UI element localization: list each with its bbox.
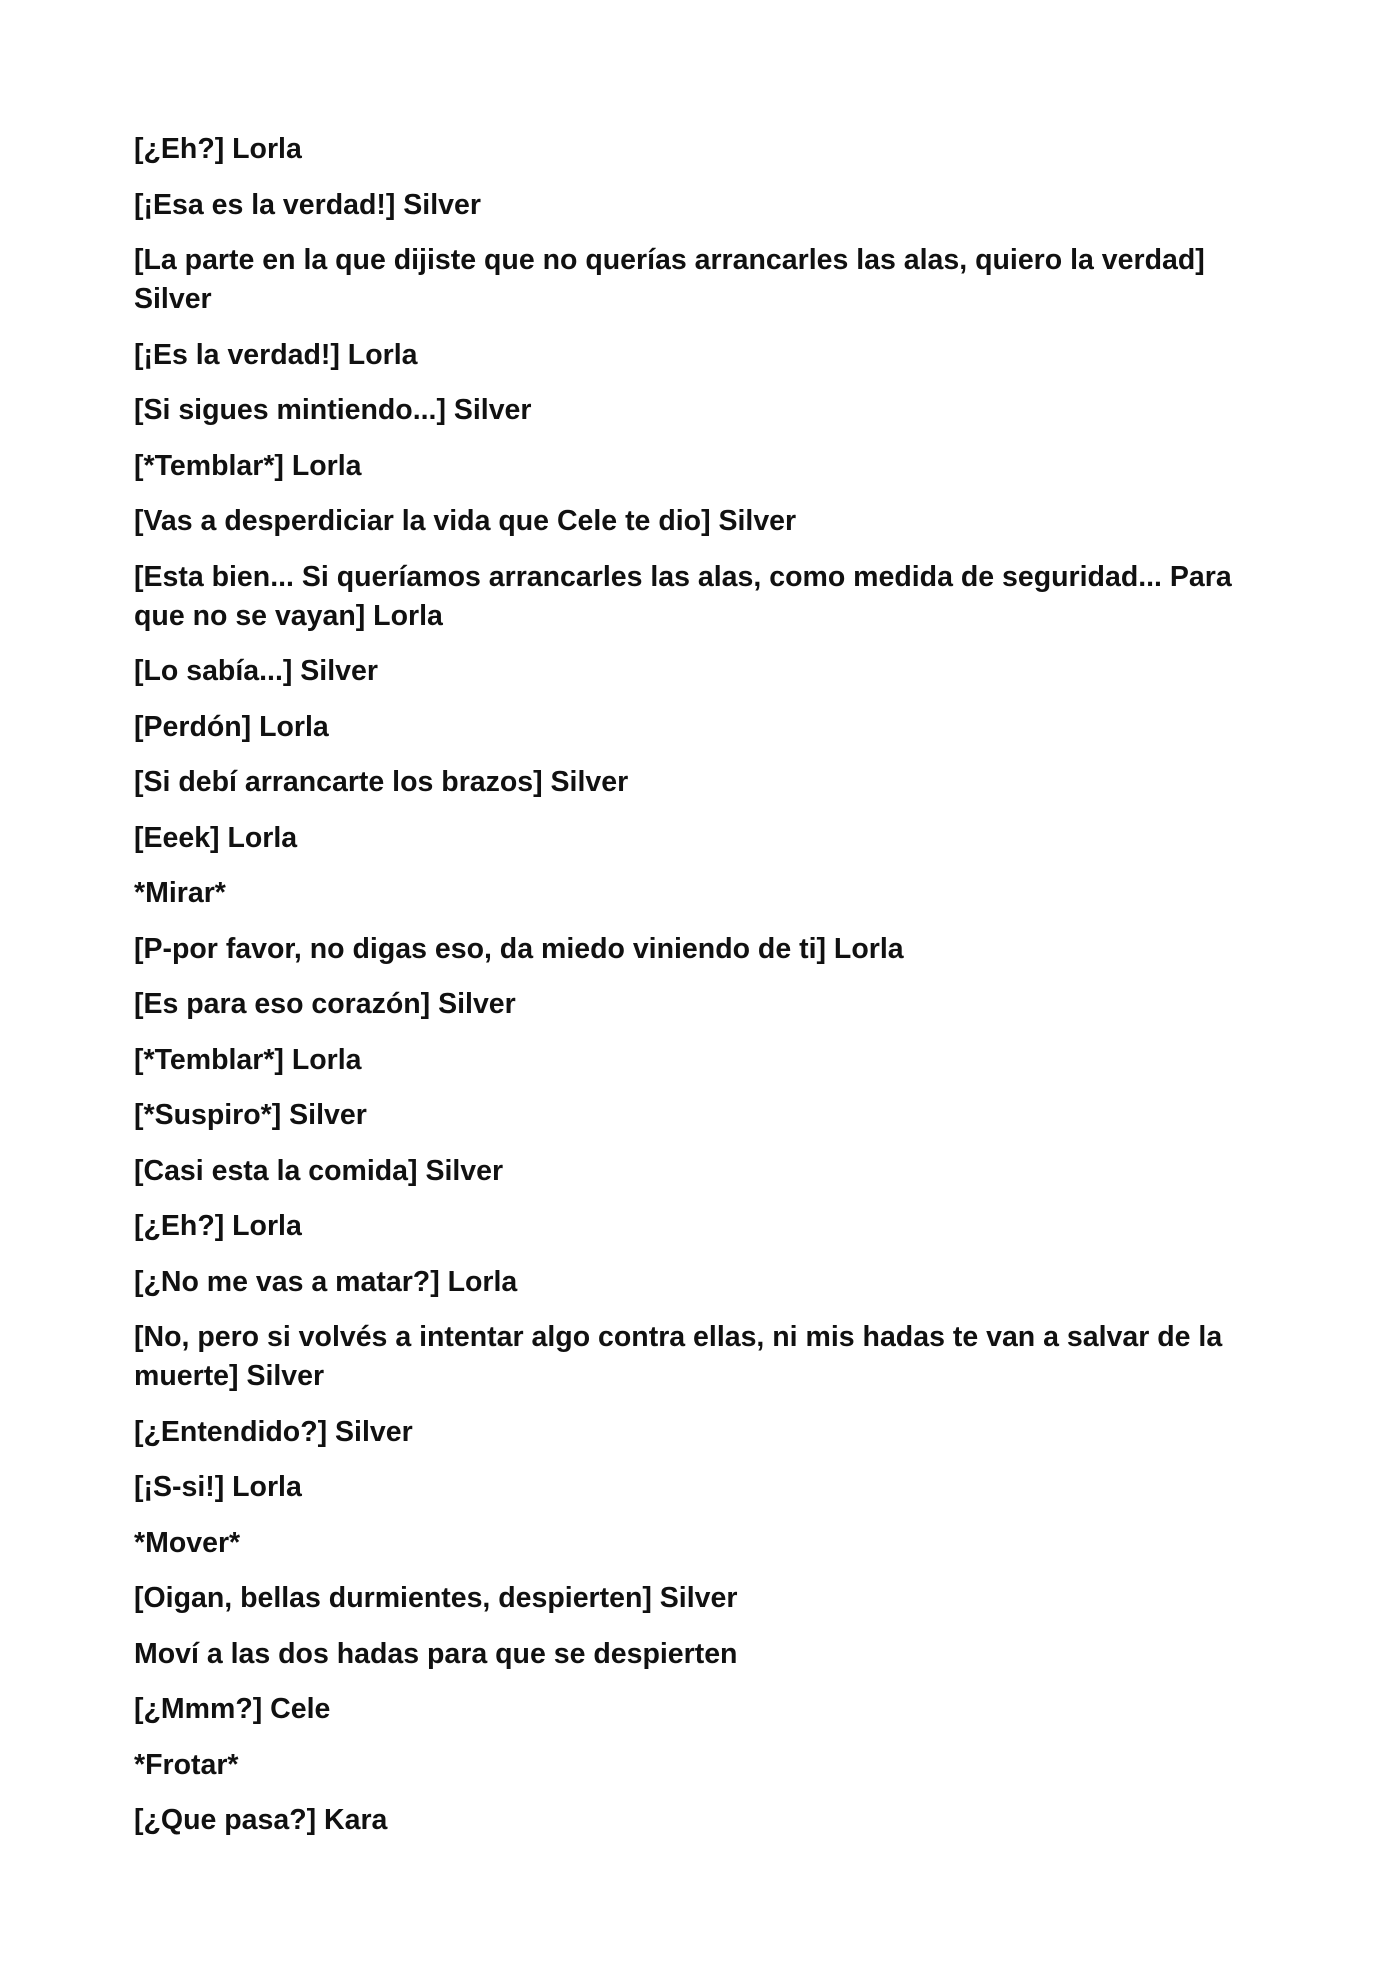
paragraph: *Mover* bbox=[134, 1526, 241, 1559]
dialogue-text bbox=[134, 130, 1274, 1857]
paragraph: [¡S-si!] Lorla bbox=[134, 1471, 302, 1503]
paragraph: [Vas a desperdiciar la vida que Cele te dio] Silver bbox=[134, 505, 797, 537]
paragraph: [*Temblar*] Lorla bbox=[134, 449, 362, 482]
paragraph: [Eeek] Lorla bbox=[134, 821, 298, 854]
paragraph: [Lo sabía...] Silver bbox=[134, 655, 378, 687]
paragraph: [¡Es la verdad!] Lorla bbox=[134, 338, 418, 371]
paragraph: [Si sigues mintiendo...] Silver bbox=[134, 394, 532, 426]
paragraph: [Esta bien... Si queríamos arrancarles las alas, como medida de seguridad... Para que no se vayan] Lorla bbox=[134, 560, 1232, 632]
paragraph: [¿Entendido?] Silver bbox=[134, 1415, 413, 1448]
paragraph: [¿Eh?] Lorla bbox=[134, 1210, 302, 1242]
paragraph: [Perdón] Lorla bbox=[134, 710, 329, 743]
paragraph: *Frotar* bbox=[134, 1748, 239, 1781]
paragraph: [*Suspiro*] Silver bbox=[134, 1099, 367, 1131]
paragraph: [*Temblar*] Lorla bbox=[134, 1043, 362, 1076]
paragraph: [P-por favor, no digas eso, da miedo viniendo de ti] Lorla bbox=[134, 932, 904, 965]
paragraph: *Mirar* bbox=[134, 877, 226, 909]
paragraph: Moví a las dos hadas para que se despierten bbox=[134, 1637, 738, 1670]
paragraph: [La parte en la que dijiste que no querías arrancarles las alas, quiero la verdad] Silver bbox=[134, 244, 1205, 315]
paragraph: [Oigan, bellas durmientes, despierten] Silver bbox=[134, 1582, 738, 1614]
paragraph: [No, pero si volvés a intentar algo contra ellas, ni mis hadas te van a salvar de la muerte] Silver bbox=[134, 1321, 1223, 1392]
paragraph: [¿Mmm?] Cele bbox=[134, 1693, 331, 1725]
paragraph: [Si debí arrancarte los brazos] Silver bbox=[134, 766, 629, 798]
paragraph: [Casi esta la comida] Silver bbox=[134, 1154, 504, 1187]
paragraph: [¡Esa es la verdad!] Silver bbox=[134, 188, 481, 221]
paragraph: [¿Que pasa?] Kara bbox=[134, 1804, 388, 1836]
paragraph: [¿No me vas a matar?] Lorla bbox=[134, 1265, 518, 1298]
paragraph: [Es para eso corazón] Silver bbox=[134, 988, 516, 1020]
paragraph: [¿Eh?] Lorla bbox=[134, 133, 302, 165]
